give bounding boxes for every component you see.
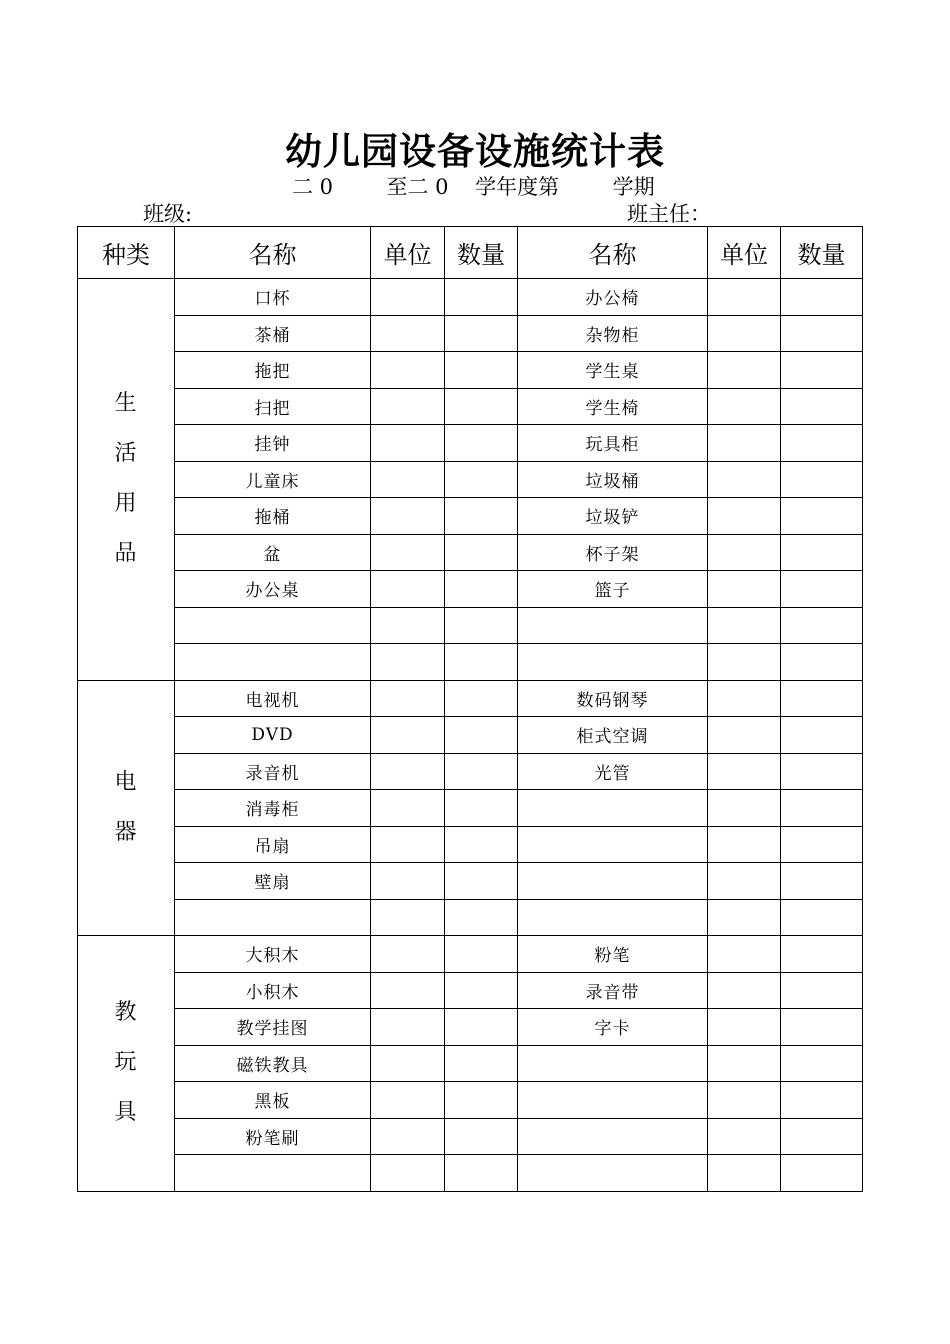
quantity-cell-2 xyxy=(781,425,863,462)
item-name-cell-2: 玩具柜 xyxy=(518,425,708,462)
item-name-cell-2 xyxy=(518,1155,708,1192)
unit-cell xyxy=(371,279,445,316)
unit-cell xyxy=(371,936,445,973)
quantity-cell xyxy=(445,352,518,389)
quantity-cell-2 xyxy=(781,717,863,754)
unit-cell-2 xyxy=(708,571,781,608)
teacher-label: 班主任： xyxy=(627,202,711,226)
quantity-cell-2 xyxy=(781,680,863,717)
item-name-cell: 磁铁教具 xyxy=(175,1045,371,1082)
category-cell xyxy=(78,279,175,681)
quantity-cell-2 xyxy=(781,863,863,900)
item-name-cell-2: 粉笔 xyxy=(518,936,708,973)
item-name-cell: 电视机 xyxy=(175,680,371,717)
unit-cell xyxy=(371,425,445,462)
unit-cell-2 xyxy=(708,936,781,973)
table-row xyxy=(78,1009,863,1046)
table-row xyxy=(78,936,863,973)
item-name-cell xyxy=(175,607,371,644)
quantity-cell xyxy=(445,279,518,316)
item-name-cell: 黑板 xyxy=(175,1082,371,1119)
table-row xyxy=(78,279,863,316)
unit-cell xyxy=(371,972,445,1009)
unit-cell-2 xyxy=(708,352,781,389)
unit-cell xyxy=(371,1082,445,1119)
unit-cell-2 xyxy=(708,425,781,462)
unit-cell-2 xyxy=(708,680,781,717)
item-name-cell: 拖桶 xyxy=(175,498,371,535)
item-name-cell-2 xyxy=(518,899,708,936)
unit-cell-2 xyxy=(708,279,781,316)
category-char: 用 xyxy=(114,491,138,517)
category-char: 具 xyxy=(114,1100,138,1126)
item-name-cell-2 xyxy=(518,826,708,863)
category-char: 玩 xyxy=(114,1050,138,1076)
category-char: 生 xyxy=(114,391,138,417)
quantity-cell xyxy=(445,863,518,900)
item-name-cell-2: 垃圾桶 xyxy=(518,461,708,498)
unit-cell xyxy=(371,717,445,754)
category-char: 活 xyxy=(114,441,138,467)
category-char: 教 xyxy=(114,1000,138,1026)
quantity-cell xyxy=(445,1155,518,1192)
header-row xyxy=(78,227,863,279)
unit-cell xyxy=(371,388,445,425)
item-name-cell: DVD xyxy=(175,717,371,754)
unit-cell-2 xyxy=(708,534,781,571)
item-name-cell-2 xyxy=(518,790,708,827)
table-row xyxy=(78,607,863,644)
table-row xyxy=(78,352,863,389)
item-name-cell: 茶桶 xyxy=(175,315,371,352)
item-name-cell-2: 学生椅 xyxy=(518,388,708,425)
quantity-cell-2 xyxy=(781,352,863,389)
item-name-cell: 吊扇 xyxy=(175,826,371,863)
item-name-cell-2: 垃圾铲 xyxy=(518,498,708,535)
unit-cell xyxy=(371,571,445,608)
category-cell xyxy=(78,680,175,936)
header-quantity: 数量 xyxy=(445,227,518,279)
quantity-cell-2 xyxy=(781,1082,863,1119)
unit-cell-2 xyxy=(708,461,781,498)
unit-cell xyxy=(371,607,445,644)
unit-cell xyxy=(371,461,445,498)
unit-cell-2 xyxy=(708,1155,781,1192)
unit-cell xyxy=(371,1118,445,1155)
header-unit: 单位 xyxy=(371,227,445,279)
quantity-cell-2 xyxy=(781,315,863,352)
quantity-cell xyxy=(445,936,518,973)
item-name-cell-2: 数码钢琴 xyxy=(518,680,708,717)
quantity-cell xyxy=(445,461,518,498)
unit-cell-2 xyxy=(708,972,781,1009)
table-row xyxy=(78,315,863,352)
item-name-cell-2: 杯子架 xyxy=(518,534,708,571)
quantity-cell-2 xyxy=(781,972,863,1009)
item-name-cell-2 xyxy=(518,1082,708,1119)
quantity-cell xyxy=(445,571,518,608)
category-char: 品 xyxy=(114,541,138,567)
quantity-cell xyxy=(445,498,518,535)
quantity-cell xyxy=(445,717,518,754)
equipment-table xyxy=(77,226,863,1192)
item-name-cell: 大积木 xyxy=(175,936,371,973)
unit-cell-2 xyxy=(708,899,781,936)
class-label: 班级: xyxy=(143,202,193,226)
quantity-cell xyxy=(445,972,518,1009)
category-char: 电 xyxy=(114,769,138,795)
table-row xyxy=(78,644,863,681)
unit-cell xyxy=(371,534,445,571)
item-name-cell: 录音机 xyxy=(175,753,371,790)
unit-cell-2 xyxy=(708,315,781,352)
unit-cell-2 xyxy=(708,717,781,754)
unit-cell xyxy=(371,352,445,389)
table-row xyxy=(78,899,863,936)
table-row xyxy=(78,680,863,717)
quantity-cell xyxy=(445,388,518,425)
table-row xyxy=(78,826,863,863)
item-name-cell: 教学挂图 xyxy=(175,1009,371,1046)
category-cell xyxy=(78,936,175,1192)
unit-cell xyxy=(371,826,445,863)
quantity-cell-2 xyxy=(781,644,863,681)
quantity-cell xyxy=(445,425,518,462)
unit-cell-2 xyxy=(708,826,781,863)
quantity-cell-2 xyxy=(781,571,863,608)
item-name-cell-2: 录音带 xyxy=(518,972,708,1009)
item-name-cell-2: 学生桌 xyxy=(518,352,708,389)
quantity-cell xyxy=(445,753,518,790)
quantity-cell xyxy=(445,899,518,936)
table-row xyxy=(78,571,863,608)
table-row xyxy=(78,1082,863,1119)
unit-cell xyxy=(371,1045,445,1082)
quantity-cell xyxy=(445,680,518,717)
quantity-cell-2 xyxy=(781,790,863,827)
table-row xyxy=(78,498,863,535)
table-row xyxy=(78,717,863,754)
quantity-cell-2 xyxy=(781,1045,863,1082)
unit-cell-2 xyxy=(708,498,781,535)
quantity-cell-2 xyxy=(781,936,863,973)
table-row xyxy=(78,1118,863,1155)
quantity-cell-2 xyxy=(781,1009,863,1046)
header-name-2: 名称 xyxy=(518,227,708,279)
unit-cell xyxy=(371,1155,445,1192)
quantity-cell xyxy=(445,1009,518,1046)
unit-cell-2 xyxy=(708,753,781,790)
quantity-cell-2 xyxy=(781,899,863,936)
item-name-cell xyxy=(175,1155,371,1192)
item-name-cell: 壁扇 xyxy=(175,863,371,900)
unit-cell xyxy=(371,1009,445,1046)
table-row xyxy=(78,534,863,571)
quantity-cell-2 xyxy=(781,461,863,498)
quantity-cell-2 xyxy=(781,826,863,863)
unit-cell xyxy=(371,498,445,535)
table-row xyxy=(78,1155,863,1192)
item-name-cell: 小积木 xyxy=(175,972,371,1009)
unit-cell-2 xyxy=(708,1118,781,1155)
quantity-cell-2 xyxy=(781,1155,863,1192)
item-name-cell: 盆 xyxy=(175,534,371,571)
quantity-cell xyxy=(445,790,518,827)
quantity-cell xyxy=(445,315,518,352)
item-name-cell: 儿童床 xyxy=(175,461,371,498)
table-row xyxy=(78,753,863,790)
unit-cell xyxy=(371,753,445,790)
item-name-cell-2 xyxy=(518,607,708,644)
item-name-cell-2: 办公椅 xyxy=(518,279,708,316)
item-name-cell-2: 字卡 xyxy=(518,1009,708,1046)
table-row xyxy=(78,1045,863,1082)
quantity-cell-2 xyxy=(781,1118,863,1155)
item-name-cell-2 xyxy=(518,644,708,681)
item-name-cell: 挂钟 xyxy=(175,425,371,462)
unit-cell-2 xyxy=(708,863,781,900)
item-name-cell: 消毒柜 xyxy=(175,790,371,827)
header-name: 名称 xyxy=(175,227,371,279)
quantity-cell-2 xyxy=(781,279,863,316)
school-year-line: 二 0 至二 0 学年度第 学期 xyxy=(292,175,655,199)
item-name-cell: 口杯 xyxy=(175,279,371,316)
quantity-cell-2 xyxy=(781,534,863,571)
quantity-cell xyxy=(445,1118,518,1155)
quantity-cell xyxy=(445,607,518,644)
quantity-cell xyxy=(445,826,518,863)
item-name-cell-2 xyxy=(518,1118,708,1155)
table-row xyxy=(78,790,863,827)
item-name-cell: 扫把 xyxy=(175,388,371,425)
item-name-cell-2: 柜式空调 xyxy=(518,717,708,754)
unit-cell xyxy=(371,315,445,352)
unit-cell-2 xyxy=(708,1045,781,1082)
table-row xyxy=(78,863,863,900)
quantity-cell xyxy=(445,1045,518,1082)
unit-cell-2 xyxy=(708,388,781,425)
quantity-cell-2 xyxy=(781,388,863,425)
quantity-cell-2 xyxy=(781,607,863,644)
table-row xyxy=(78,972,863,1009)
item-name-cell: 粉笔刷 xyxy=(175,1118,371,1155)
quantity-cell xyxy=(445,534,518,571)
item-name-cell xyxy=(175,899,371,936)
unit-cell xyxy=(371,899,445,936)
unit-cell-2 xyxy=(708,1009,781,1046)
quantity-cell xyxy=(445,1082,518,1119)
header-category: 种类 xyxy=(78,227,175,279)
table-row xyxy=(78,461,863,498)
table-row xyxy=(78,425,863,462)
item-name-cell-2: 光管 xyxy=(518,753,708,790)
category-char: 器 xyxy=(114,819,138,845)
table-row xyxy=(78,388,863,425)
page-title: 幼儿园设备设施统计表 xyxy=(285,129,665,173)
unit-cell-2 xyxy=(708,644,781,681)
unit-cell xyxy=(371,680,445,717)
item-name-cell-2 xyxy=(518,1045,708,1082)
header-quantity-2: 数量 xyxy=(781,227,863,279)
unit-cell-2 xyxy=(708,1082,781,1119)
unit-cell-2 xyxy=(708,607,781,644)
header-unit-2: 单位 xyxy=(708,227,781,279)
item-name-cell-2: 杂物柜 xyxy=(518,315,708,352)
unit-cell xyxy=(371,644,445,681)
item-name-cell-2: 篮子 xyxy=(518,571,708,608)
item-name-cell-2 xyxy=(518,863,708,900)
unit-cell-2 xyxy=(708,790,781,827)
quantity-cell-2 xyxy=(781,498,863,535)
quantity-cell-2 xyxy=(781,753,863,790)
item-name-cell: 办公桌 xyxy=(175,571,371,608)
unit-cell xyxy=(371,863,445,900)
unit-cell xyxy=(371,790,445,827)
item-name-cell: 拖把 xyxy=(175,352,371,389)
quantity-cell xyxy=(445,644,518,681)
item-name-cell xyxy=(175,644,371,681)
